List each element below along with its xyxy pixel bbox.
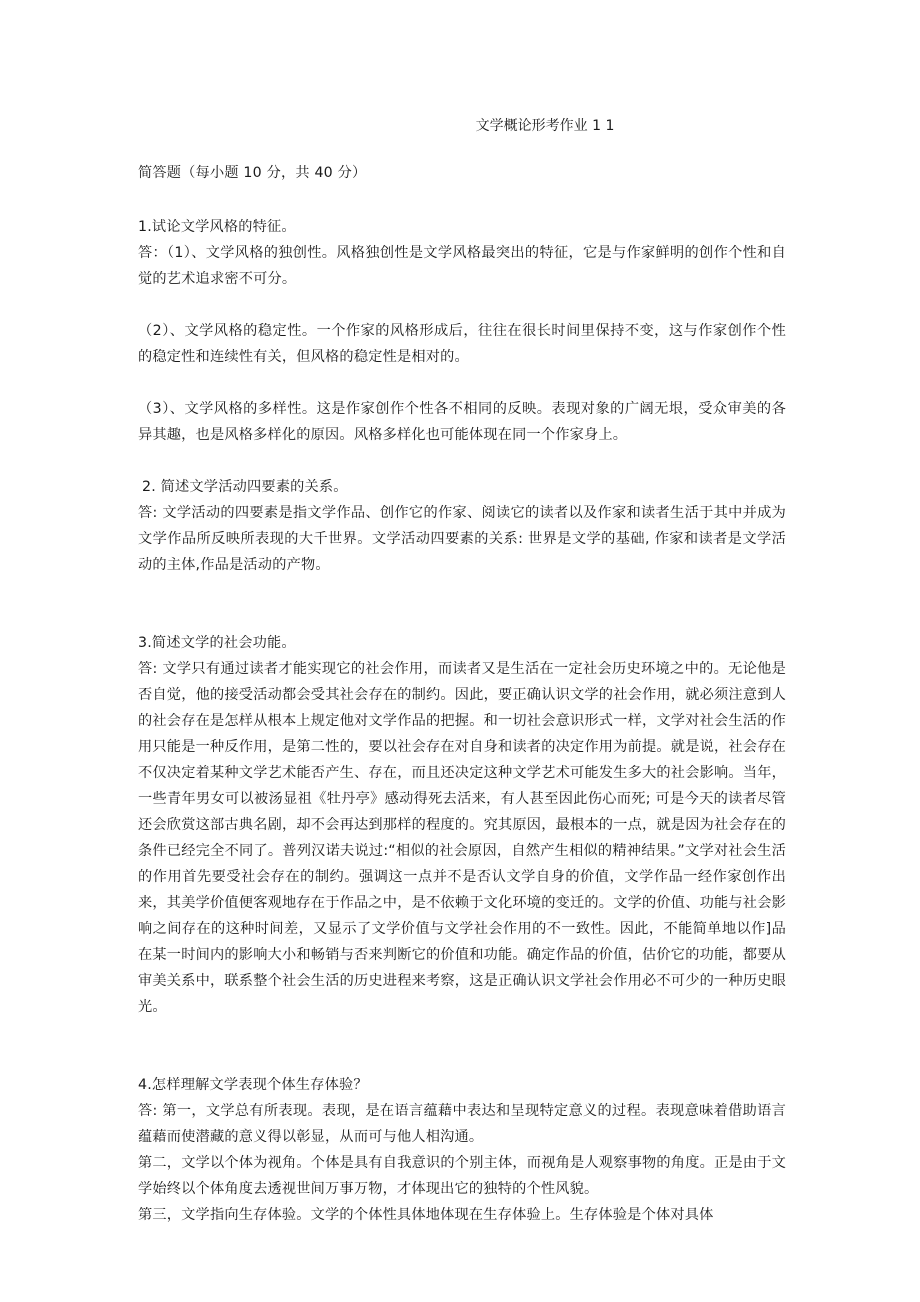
answer-1-part-2: （2）、文学风格的稳定性。一个作家的风格形成后，往往在很长时间里保持不变，这与作家创作个性的稳定性和连续性有关，但风格的稳定性是相对的。 bbox=[138, 323, 786, 365]
section-heading: 简答题（每小题 10 分，共 40 分） bbox=[138, 165, 367, 181]
answer-4-part-3: 第三，文学指向生存体验。文学的个体性具体地体现在生存体验上。生存体验是个体对具体 bbox=[138, 1207, 714, 1223]
answer-4-part-1: 答: 第一，文学总有所表现。表现，是在语言蕴藉中表达和呈现特定意义的过程。表现意味着借助语言蕴藉而使潜藏的意义得以彰显，从而可与他人相沟通。 bbox=[138, 1103, 786, 1145]
question-2: 2. 简述文学活动四要素的关系。 bbox=[142, 479, 348, 495]
answer-4-part-2: 第二，文学以个体为视角。个体是具有自我意识的个别主体，而视角是人观察事物的角度。正是由于文学始终以个体角度去透视世间万事万物，才体现出它的独特的个性风貌。 bbox=[138, 1155, 786, 1197]
answer-1-part-3: （3）、文学风格的多样性。这是作家创作个性各不相同的反映。表现对象的广阔无垠，受众审美的各异其趣，也是风格多样化的原因。风格多样化也可能体现在同一个作家身上。 bbox=[138, 401, 786, 443]
question-3: 3.简述文学的社会功能。 bbox=[138, 635, 296, 651]
document-title: 文学概论形考作业 1 1 bbox=[475, 118, 615, 134]
question-4: 4.怎样理解文学表现个体生存体验？ bbox=[138, 1077, 368, 1093]
question-1: 1.试论文学风格的特征。 bbox=[138, 219, 296, 235]
answer-3: 答: 文学只有通过读者才能实现它的社会作用，而读者又是生活在一定社会历史环境之中的。无论他是否自觉，他的接受活动都会受其社会存在的制约。因此，要正确认识文学的社会作用，就必须注意到人的社会存在是怎样从根本上规定他对文学作品的把握。和一切社会意识形式一样，文学对社会生活的作用只能是一种反作用，是第二性的，要以社会存在对自身和读者的决定作用为前提。就是说，社会存在不仅决定着某种文学艺术能否产生、存在，而且还决定这种文学艺术可能发生多大的社会影响。当年，一些青年男女可以被汤显祖《牡丹亭》感动得死去活来，有人甚至因此伤心而死; 可是今天的读者尽管还会欣赏这部古典名剧，却不会再达到那样的程度的。究其原因，最根本的一点，就是因为社会存在的条件已经完全不同了。普列汉诺夫说过:“相似的社会原因，自然产生相似的精神结果。”文学对社会生活的作用首先要受社会存在的制约。强调这一点并不是否认文学自身的价值，文学作品一经作家创作出来，其美学价值便客观地存在于作品之中，是不依赖于文化环境的变迁的。文学的价值、功能与社会影响之间存在的这种时间差，又显示了文学价值与文学社会作用的不一致性。因此，不能简单地以作]品在某一时间内的影响大小和畅销与否来判断它的价值和功能。确定作品的价值，估价它的功能，都要从审美关系中，联系整个社会生活的历史进程来考察，这是正确认识文学社会作用必不可少的一种历史眼光。 bbox=[138, 661, 786, 1015]
document-body bbox=[138, 160, 786, 1228]
answer-1-part-1: 答：（1）、文学风格的独创性。风格独创性是文学风格最突出的特征，它是与作家鲜明的创作个性和自觉的艺术追求密不可分。 bbox=[138, 245, 786, 287]
answer-2: 答: 文学活动的四要素是指文学作品、创作它的作家、阅读它的读者以及作家和读者生活于其中并成为文学作品所反映所表现的大千世界。文学活动四要素的关系: 世界是文学的基础, 作家和读者是文学活动的主体,作品是活动的产物。 bbox=[138, 505, 786, 573]
